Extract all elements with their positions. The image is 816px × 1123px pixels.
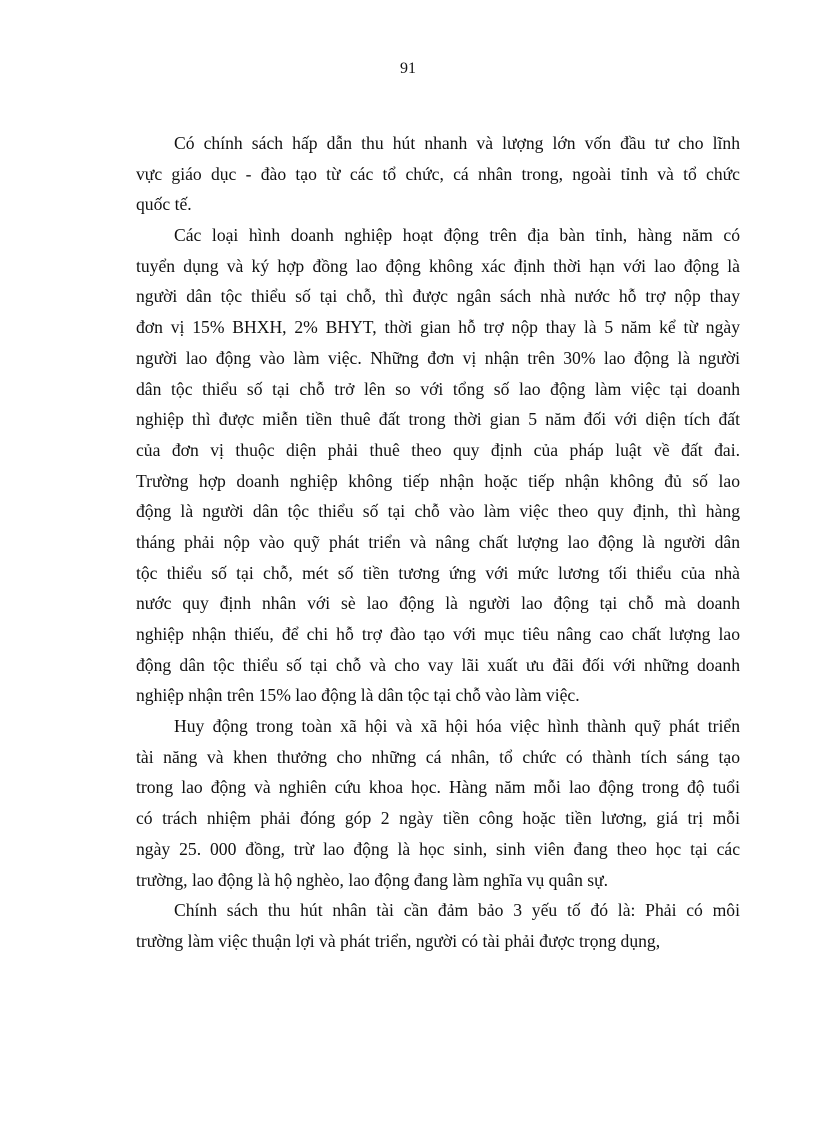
text-line: nghiệp nhận thiếu, để chi hỗ trợ đào tạo với mục tiêu nâng cao chất lượng lao (136, 624, 740, 644)
text-line: có trách nhiệm phải đóng góp 2 ngày tiền công hoặc tiền lương, giá trị mỗi (136, 808, 740, 829)
text-line: trường, lao động là hộ nghèo, lao động đang làm nghĩa vụ quân sự. (136, 869, 609, 890)
text-line: đơn vị 15% BHXH, 2% BHYT, thời gian hỗ trợ nộp thay là 5 năm kể từ ngày (136, 317, 740, 338)
text-line: nghiệp nhận trên 15% lao động là dân tộc tại chỗ vào làm việc. (136, 685, 580, 706)
text-line: Chính sách thu hút nhân tài cần đảm bảo 3 yếu tố đó là: Phải có môi (174, 900, 740, 921)
paragraph-1 (136, 128, 740, 220)
text-line: nước quy định nhân với sè lao động là người lao động tại chỗ mà doanh (136, 593, 740, 614)
text-line: người lao động vào làm việc. Những đơn vị nhận trên 30% lao động là người (136, 347, 740, 368)
paragraph-3 (136, 711, 740, 895)
text-line: động dân tộc thiểu số tại chỗ và cho vay lãi xuất ưu đãi đối với những doanh (136, 654, 740, 675)
text-line: người dân tộc thiểu số tại chỗ, thì được ngân sách nhà nước hỗ trợ nộp thay (136, 286, 740, 307)
text-line: trường làm việc thuận lợi và phát triển, người có tài phải được trọng dụng, (136, 930, 661, 951)
text-line: dân tộc thiểu số tại chỗ trở lên so với tổng số lao động làm việc tại doanh (136, 378, 740, 399)
page-number: 91 (400, 60, 416, 77)
text-line: tộc thiểu số tại chỗ, mét số tiền tương ứng với mức lương tối thiểu của nhà (136, 562, 740, 583)
text-line: vực giáo dục - đào tạo từ các tổ chức, cá nhân trong, ngoài tỉnh và tổ chức (136, 163, 740, 184)
text-line: tháng phải nộp vào quỹ phát triển và nâng chất lượng lao động là người dân (136, 531, 740, 552)
paragraph-2 (136, 220, 740, 711)
document-body (136, 128, 740, 957)
paragraph-4 (136, 895, 740, 956)
text-line: Huy động trong toàn xã hội và xã hội hóa việc hình thành quỹ phát triển (174, 716, 740, 737)
text-line: nghiệp thì được miễn tiền thuê đất trong thời gian 5 năm đối với diện tích đất (136, 409, 740, 430)
text-line: Các loại hình doanh nghiệp hoạt động trên địa bàn tỉnh, hàng năm có (174, 225, 740, 246)
text-line: ngày 25. 000 đồng, trừ lao động là học sinh, sinh viên đang theo học tại các (136, 838, 740, 859)
text-line: động là người dân tộc thiểu số tại chỗ vào làm việc theo quy định, thì hàng (136, 501, 740, 522)
text-line: tài năng và khen thưởng cho những cá nhân, tổ chức có thành tích sáng tạo (136, 746, 740, 767)
text-line: Trường hợp doanh nghiệp không tiếp nhận hoặc tiếp nhận không đủ số lao (136, 470, 740, 491)
text-line: quốc tế. (136, 194, 192, 215)
text-line: trong lao động và nghiên cứu khoa học. Hàng năm mỗi lao động trong độ tuổi (136, 777, 740, 798)
text-line: Có chính sách hấp dẫn thu hút nhanh và lượng lớn vốn đầu tư cho lĩnh (174, 133, 740, 153)
text-line: của đơn vị thuộc diện phải thuê theo quy định của pháp luật về đất đai. (136, 439, 740, 460)
text-line: tuyển dụng và ký hợp đồng lao động không xác định thời hạn với lao động là (136, 255, 740, 276)
